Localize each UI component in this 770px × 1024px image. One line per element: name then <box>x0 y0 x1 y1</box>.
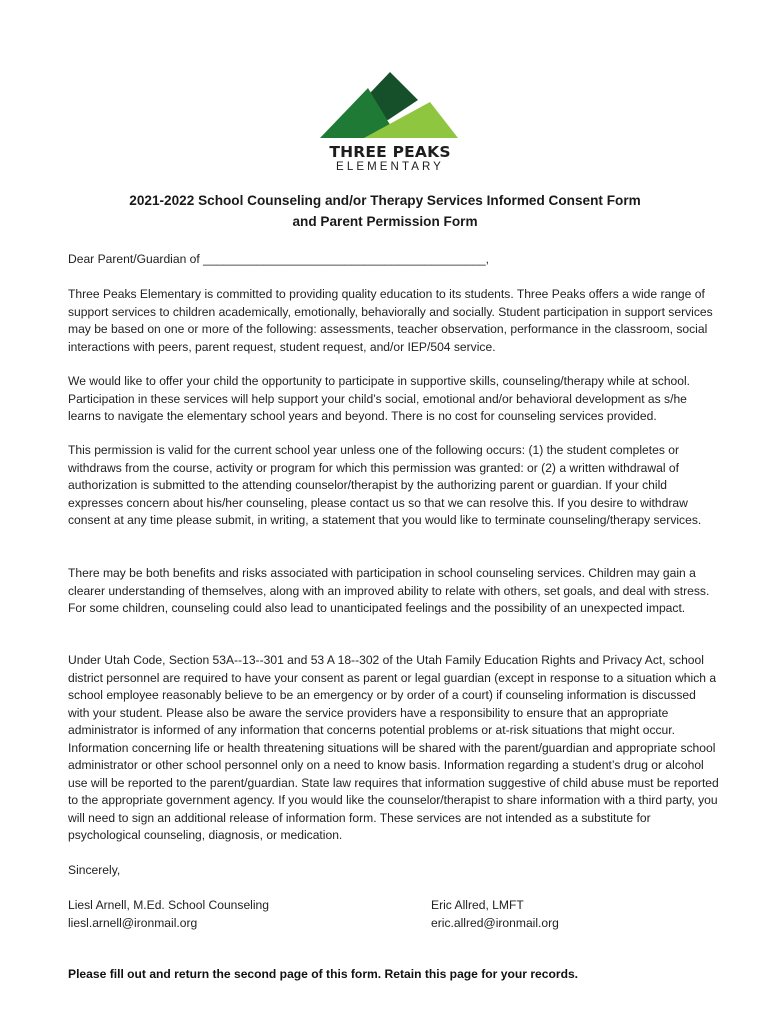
signature-name: Liesl Arnell, M.Ed. School Counseling <box>68 898 269 912</box>
form-title-line-2: and Parent Permission Form <box>292 214 478 229</box>
paragraph-permission: This permission is valid for the current school year unless one of the following occurs: (1) the student completes or withdraws from the course, activity or program for which this permission was granted: or (2) a written withdrawal of authorization is submitted to the attending counselor/therapist by the authorizing parent or guardian. If your child expresses concern about his/her counseling, please contact us so that we can resolve this. If you desire to withdraw consent at any time please submit, in writing, a statement that you would like to terminate counseling/therapy services. <box>68 443 702 527</box>
signature-email: eric.allred@ironmail.org <box>431 915 559 930</box>
school-logo <box>318 70 462 180</box>
logo-name: THREE PEAKS <box>329 143 451 161</box>
paragraph-offer: We would like to offer your child the opportunity to participate in supportive skills, counseling/therapy while at school. Participation in these services will help support your child’s social, emotional and/or behavioral development as s/he learns to navigate the elementary school years and beyond. There is no cost for counseling services provided. <box>68 374 691 423</box>
paragraph-benefits-risks: There may be both benefits and risks associated with participation in school counseling services. Children may gain a clearer understanding of themselves, along with an improved ability to relate with others, set goals, and deal with stress. For some children, counseling could also lead to unanticipated feelings and the possibility of an unexpected impact. <box>68 566 710 615</box>
closing-line: Sincerely, <box>68 863 121 877</box>
logo-subtitle: ELEMENTARY <box>336 161 444 173</box>
paragraph-utah-code: Under Utah Code, Section 53A--13--301 and 53 A 18--302 of the Utah Family Education Rights and Privacy Act, school district personnel are required to have your consent as parent or legal guardian (except in response to a situation which a school employee reasonably believe to be an emergency or by order of a court) if counseling information is discussed with your student. Please also be aware the service providers have a responsibility to ensure that an appropriate administrator is informed of any information that concerns potential problems or at-risk situations that might occur. Information concerning life or health threatening situations will be shared with the parent/guardian and appropriate school administrator or other school personnel only on a need to know basis. Information regarding a student’s drug or alcohol use will be reported to the parent/guardian. State law requires that information suggestive of child abuse must be reported to the appropriate government agency. If you would like the counselor/therapist to share information with a third party, you will need to sign an additional release of information form. These services are not intended as a substitute for psychological counseling, diagnosis, or medication. <box>68 653 719 842</box>
form-title-line-1: 2021-2022 School Counseling and/or Therapy Services Informed Consent Form <box>129 193 641 208</box>
signature-block-left <box>68 897 269 932</box>
greeting-line: Dear Parent/Guardian of __________________________________________, <box>68 252 489 266</box>
signature-name: Eric Allred, LMFT <box>431 898 524 912</box>
footer-instruction: Please fill out and return the second page of this form. Retain this page for your records. <box>68 967 579 981</box>
signature-block-right <box>431 897 559 932</box>
paragraph-intro: Three Peaks Elementary is committed to providing quality education to its students. Three Peaks offers a wide range of support services to children academically, emotionally, behaviorally and socially. Student participation in support services may be based on one or more of the following: assessments, teacher observation, performance in the classroom, social interactions with peers, parent request, student request, and/or IEP/504 service. <box>68 287 713 354</box>
mountain-peaks-icon <box>318 70 462 142</box>
signature-email: liesl.arnell@ironmail.org <box>68 915 198 930</box>
